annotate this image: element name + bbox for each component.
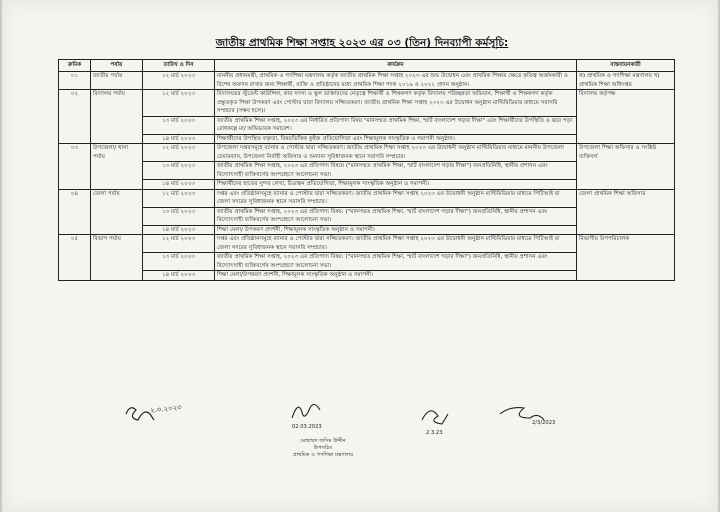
signature-4-date: 2/3/2023	[532, 420, 556, 426]
cell-activity: দপ্তর এবং প্রতিষ্ঠানসমূহে ব্যানার ও পোস্টার দ্বারা সজ্জিতকরণ। জাতীয় প্রাথমিক শিক্ষা সপ্তাহ ২০২৩ এর উদ্বোধনী অনুষ্ঠান মাল্টিমিডিয়ার মাধ্যমে পিটিআই বা জেলা সদরের সুবিধাজনক স্থানে সরাসরি সম্প্রচার।	[215, 189, 577, 207]
cell-activity: জাতীয় প্রাথমিক শিক্ষা সপ্তাহ, ২০২৩ এর নির্ধারিত প্রতিপাদ্য বিষয় "মানসম্মত প্রাথমিক শিক্ষা, স্মার্ট বাংলাদেশ গড়ার দীক্ষা" এবং শিক্ষার্থীদের উপস্থিতি ও ঝরে পড়া রোধকল্পে মা/ অভিভাবক সমাবেশ।	[215, 116, 577, 134]
table-row	[59, 235, 675, 253]
cell-activity: শিক্ষা মেলা/উপকরণ প্রদর্শনী, শিক্ষামূলক সাংস্কৃতিক অনুষ্ঠান ও সমাপনী।	[215, 271, 577, 281]
signature-4	[500, 408, 544, 420]
cell-activity: শিক্ষার্থীদের উপস্থিত বক্তৃতা, বিষয়ভিত্তিক কুইজ প্রতিযোগিতা এবং শিক্ষামূলক সাংস্কৃতিক ও সমাপনী অনুষ্ঠান।	[215, 134, 577, 144]
schedule-table	[58, 59, 675, 281]
officer-name: মোহাম্মদ জসিম উদ্দীন	[300, 438, 346, 444]
cell-implementer: জেলা প্রাথমিক শিক্ষা অফিসার	[577, 189, 675, 235]
officer-dept: প্রাথমিক ও গণশিক্ষা মন্ত্রণালয়	[292, 452, 354, 458]
cell-level: বিদ্যালয় পর্যায়	[91, 90, 143, 144]
cell-serial: ০৫	[59, 235, 91, 281]
cell-date: ১২ মার্চ ২০২৩	[143, 72, 215, 90]
document-title: জাতীয় প্রাথমিক শিক্ষা সপ্তাহ ২০২৩ এর ০৩ (তিন) দিনব্যাপী কর্মসূচি:	[215, 37, 509, 49]
cell-level: জেলা পর্যায়	[91, 189, 143, 235]
document-page	[2, 0, 718, 512]
cell-implementer: বিভাগীয় উপপরিচালক	[577, 235, 675, 281]
cell-level: বিভাগ পর্যায়	[91, 235, 143, 281]
header-implementer: বাস্তবায়নকারী	[577, 60, 675, 72]
cell-date: ১৪ মার্চ ২০২৩	[143, 134, 215, 144]
cell-activity: জাতীয় প্রাথমিক শিক্ষা সপ্তাহ, ২০২৩ এর প্রতিপাদ্য বিষয়: ("মানসম্মত প্রাথমিক শিক্ষা, স্মার্ট বাংলাদেশ গড়ার দীক্ষা") জনপ্রতিনিধি, স্থানীয় প্রশাসন এবং বিদ্যোৎসাহী ব্যক্তিবর্গের অংশগ্রহণে আলোচনা সভা।	[215, 253, 577, 271]
header-level: পর্যায়	[91, 60, 143, 72]
cell-date: ১২ মার্চ ২০২৩	[143, 235, 215, 253]
table-row	[59, 72, 675, 90]
cell-date: ১৩ মার্চ ২০২৩	[143, 162, 215, 180]
cell-serial: ০৩	[59, 144, 91, 190]
signature-3-date: 2.3.23	[426, 430, 443, 436]
cell-activity: জাতীয় প্রাথমিক শিক্ষা সপ্তাহ, ২০২৩ এর প্রতিপাদ্য বিষয়ে ("মানসম্মত প্রাথমিক শিক্ষা, স্মার্ট বাংলাদেশ গড়ার দীক্ষা") জনপ্রতিনিধি, স্থানীয় প্রশাসন এবং বিদ্যোৎসাহী ব্যক্তিবর্গের অংশগ্রহণে আলোচনা সভা।	[215, 162, 577, 180]
cell-level: জাতীয় পর্যায়	[91, 72, 143, 90]
cell-date: ১৩ মার্চ ২০২৩	[143, 207, 215, 225]
signature-1-date: ২.৩.২০২৩	[149, 403, 183, 415]
cell-date: ১৩ মার্চ ২০২৩	[143, 253, 215, 271]
table-header-row	[59, 60, 675, 72]
signature-3	[422, 411, 448, 424]
signature-2-date: 02.03.2023	[292, 424, 322, 430]
cell-activity: জাতীয় প্রাথমিক শিক্ষা সপ্তাহ, ২০২৩ এর প্রতিপাদ্য বিষয়: ("মানসম্মত প্রাথমিক শিক্ষা, স্মার্ট বাংলাদেশ গড়ার দীক্ষা") জনপ্রতিনিধি, স্থানীয় প্রশাসন এবং বিদ্যোৎসাহী ব্যক্তিবর্গের অংশগ্রহণে আলোচনা সভা।	[215, 207, 577, 225]
signature-2	[292, 404, 320, 418]
cell-activity: উপজেলা দপ্তরসমূহে ব্যানার ও পোস্টার দ্বারা সজ্জিতকরণ। জাতীয় প্রাথমিক শিক্ষা সপ্তাহ ২০২৩ এর উদ্বোধনী অনুষ্ঠান মাল্টিমিডিয়ার মাধ্যমে মাননীয় উপজেলা চেয়ারম্যান, উপজেলা নির্বাহী অফিসার ও অন্যান্য সুবিধাজনক স্থানে সরাসরি সম্প্রচার।	[215, 144, 577, 162]
cell-serial: ০১	[59, 72, 91, 90]
cell-date: ১৪ মার্চ ২০২৩	[143, 225, 215, 235]
cell-level: উপজেলা/ থানা পর্যায়	[91, 144, 143, 190]
cell-serial: ০৪	[59, 189, 91, 235]
cell-date: ১৪ মার্চ ২০২৩	[143, 180, 215, 190]
cell-implementer: বিদ্যালয় কর্তৃপক্ষ	[577, 90, 675, 144]
cell-implementer: উপজেলা শিক্ষা অফিসার ও সংশ্লিষ্ট ব্যক্তিবর্গ	[577, 144, 675, 190]
cell-activity: দপ্তর এবং প্রতিষ্ঠানসমূহে ব্যানার ও পোস্টার দ্বারা সজ্জিতকরণ। জাতীয় প্রাথমিক শিক্ষা সপ্তাহ ২০২৩ এর উদ্বোধনী অনুষ্ঠান মাল্টিমিডিয়ার মাধ্যমে পিটিআই বা জেলা সদরের সুবিধাজনক স্থানে সরাসরি সম্প্রচার।	[215, 235, 577, 253]
cell-date: ১২ মার্চ ২০২৩	[143, 189, 215, 207]
header-activity: কার্যক্রম	[215, 60, 577, 72]
table-row	[59, 144, 675, 162]
officer-stamp	[268, 438, 378, 459]
table-row	[59, 90, 675, 117]
cell-implementer: ক) প্রাথমিক ও গণশিক্ষা মন্ত্রণালয় খ) প্রাথমিক শিক্ষা অধিদপ্তর	[577, 72, 675, 90]
cell-date: ১২ মার্চ ২০২৩	[143, 144, 215, 162]
cell-activity: শিক্ষা মেলা/ উপকরণ প্রদর্শনী, শিক্ষামূলক সাংস্কৃতিক অনুষ্ঠান ও সমাপনী।	[215, 225, 577, 235]
cell-activity: বিদ্যালয়ের স্টুডেন্ট কাউন্সিল, কাব সদস্য ও স্কুল ডাক্তারদের নেতৃত্বে শিক্ষার্থী ও শিক্ষকগণ কর্তৃক বিদ্যালয় পরিচ্ছন্নতা অভিযান, শিক্ষার্থী ও শিক্ষকগণ কর্তৃক প্রস্তুতকৃত শিক্ষা উপকরণ এবং পোস্টার দ্বারা বিদ্যালয় সজ্জিতকরণ। জাতীয় প্রাথমিক শিক্ষা সপ্তাহ ২০২৩ এর উদ্বোধন অনুষ্ঠান মাল্টিমিডিয়ার মাধ্যমে সরাসরি সম্প্রচার (সম্ভব হলে)।	[215, 90, 577, 117]
officer-title: উপসচিব	[313, 445, 333, 451]
header-date: তারিখ ও দিন	[143, 60, 215, 72]
table-row	[59, 189, 675, 207]
cell-serial: ০২	[59, 90, 91, 144]
cell-date: ১৩ মার্চ ২০২৩	[143, 116, 215, 134]
cell-date: ১৪ মার্চ ২০২৩	[143, 271, 215, 281]
cell-activity: মাননীয় প্রধানমন্ত্রী, প্রাথমিক ও গণশিক্ষা মন্ত্রণালয় কর্তৃক জাতীয় প্রাথমিক শিক্ষা সপ্তাহ ২০২৩ এর শুভ উদ্বোধন এবং প্রাথমিক শিক্ষার ক্ষেত্রে কৃতিত্ব অর্জনকারী ও বিশেষ অবদান রাখার জন্য শিক্ষার্থী, ব্যক্তি ও প্রতিষ্ঠানের মধ্যে প্রাথমিক শিক্ষা পদক ২০১৯ ও ২০২২ প্রদান অনুষ্ঠান।	[215, 72, 577, 90]
cell-date: ১২ মার্চ ২০২৩	[143, 90, 215, 117]
header-serial: ক্রমিক	[59, 60, 91, 72]
cell-activity: শিক্ষার্থীদের হাতের সুন্দর লেখা, চিত্রাঙ্কন প্রতিযোগিতা, শিক্ষামূলক সাংস্কৃতিক অনুষ্ঠান ও সমাপনী।	[215, 180, 577, 190]
